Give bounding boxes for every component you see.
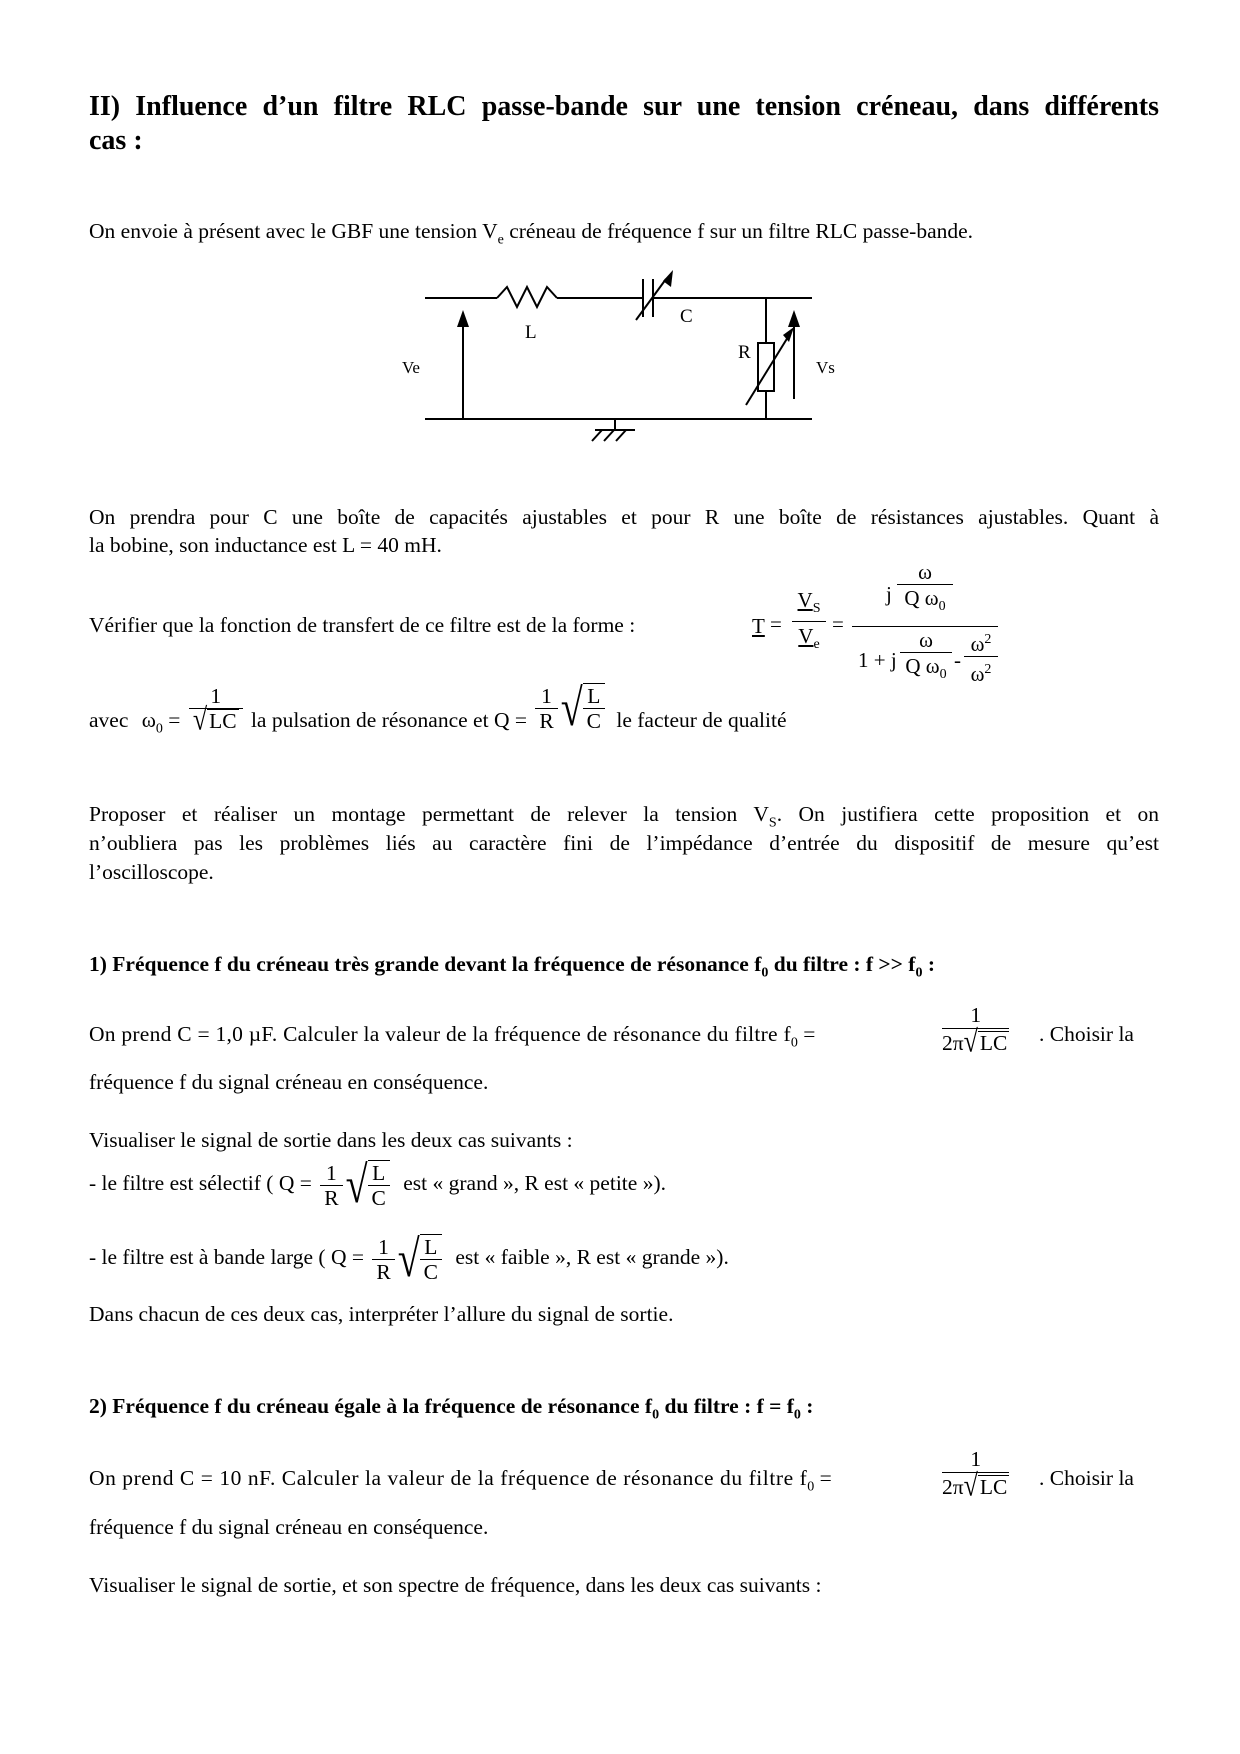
q-sqrt: [560, 678, 605, 737]
boxes-text-2: la bobine, son inductance est L = 40 mH.: [89, 533, 442, 557]
s1-prend-sub: 0: [790, 1035, 798, 1051]
tf-vs-sub: S: [812, 601, 821, 617]
s1-title-c: :: [922, 952, 936, 976]
s1-large: [89, 1229, 729, 1288]
s2-f0-fraction: [942, 1446, 1009, 1501]
ground-hatch-3: [616, 430, 626, 441]
s1-title-sub: 0: [761, 965, 769, 981]
s2-f0-den: [942, 1468, 1009, 1503]
tf-den-sub0: 0: [939, 667, 947, 683]
s1-large-frac: [372, 1235, 394, 1284]
s2-f0-rad: √: [963, 1468, 978, 1503]
resistor-symbol: [758, 343, 774, 391]
tf-den-w02: ω: [970, 662, 985, 686]
s2-line2: [89, 1513, 1159, 1541]
s1-f0-rad: √: [963, 1024, 978, 1059]
s1-selectif: [89, 1155, 666, 1214]
montage-1b: . On justifiera cette proposition et on: [776, 802, 1160, 826]
tf-den-w0: ω: [925, 654, 940, 678]
tf-ratio: [792, 588, 826, 659]
tf-den-q-omega0: [900, 653, 952, 688]
avec-mid: la pulsation de résonance et: [250, 708, 489, 732]
boxes-paragraph-line1: [89, 503, 1159, 531]
resistor-arrow-head: [783, 327, 794, 342]
s1-prend-eq: =: [797, 1022, 816, 1046]
s2-line2-text: fréquence f du signal créneau en conséquence.: [89, 1515, 489, 1539]
s1-large-l: L: [420, 1235, 442, 1260]
s2-prend: [89, 1466, 832, 1495]
s1-large-before: - le filtre est à bande large (: [89, 1244, 326, 1269]
montage-1a: Proposer et réaliser un montage permettant de relever la tension V: [89, 802, 769, 826]
avec-word: avec: [89, 708, 129, 732]
intro-sub: e: [497, 232, 504, 248]
s1-large-num: 1: [372, 1235, 394, 1260]
s2-title-a: 2) Fréquence f du créneau égale à la fréquence de résonance f: [89, 1394, 653, 1418]
ground-hatch-2: [604, 430, 614, 441]
montage-2: n’oubliera pas les problèmes liés au caractère fini de l’impédance d’entrée du dispositif de mesure qu’est: [89, 831, 1159, 855]
s1-line2-text: fréquence f du signal créneau en conséquence.: [89, 1070, 489, 1094]
q-den: R: [539, 708, 554, 733]
q-rad: √: [560, 678, 583, 737]
montage-line2: [89, 829, 1159, 857]
tf-num-frac: [897, 560, 953, 620]
section2-title: [89, 1392, 1159, 1429]
intro-text-b: créneau de fréquence f sur un filtre RLC passe-bande.: [503, 219, 974, 243]
s1-sel-den: R: [324, 1185, 339, 1210]
s1-f0-num: 1: [942, 1002, 1009, 1029]
s2-visualiser-text: Visualiser le signal de sortie, et son spectre de fréquence, dans les deux cas suivants :: [89, 1573, 822, 1597]
tf-den-frac2: [964, 628, 998, 687]
avec-omega: ω: [141, 708, 156, 732]
label-L: L: [525, 322, 537, 343]
omega0-fraction: [189, 683, 243, 737]
q-fraction: [535, 684, 557, 733]
s2-choisir: . Choisir la: [1039, 1466, 1134, 1490]
label-Ve: Ve: [402, 358, 420, 377]
tf-vs: [792, 588, 826, 622]
tf-den-omega02: [964, 657, 998, 687]
tf-den-frac1: [900, 628, 952, 688]
section-heading: [89, 90, 1159, 124]
section1-title: [89, 950, 1159, 987]
s1-title-b: du filtre : f >> f: [768, 952, 916, 976]
s1-large-q: Q =: [330, 1244, 364, 1269]
intro-text-a: On envoie à présent avec le GBF une tension V: [89, 219, 498, 243]
s1-visualiser-text: Visualiser le signal de sortie dans les deux cas suivants :: [89, 1128, 573, 1152]
s1-sel-sqrt: [345, 1155, 390, 1214]
s1-large-sqrt: [397, 1229, 442, 1288]
tf-den-q: Q: [905, 654, 921, 678]
ve-arrow-head: [457, 310, 469, 327]
tf-den-sup2: 2: [984, 662, 992, 677]
boxes-paragraph-line2: [89, 531, 1159, 559]
tf-main-bar: [852, 626, 998, 627]
s1-sel-sqrt-frac: [368, 1160, 390, 1210]
s1-large-den: R: [376, 1259, 391, 1284]
tf-eq1: =: [770, 612, 782, 636]
ground-hatch-1: [592, 430, 602, 441]
q-sqrt-num: L: [583, 684, 605, 709]
s2-title-c: :: [800, 1394, 814, 1418]
s1-f0-lc: LC: [979, 1031, 1008, 1055]
s2-visualiser: [89, 1571, 1159, 1599]
avec-q: Q: [493, 708, 510, 732]
tf-num-sub0: 0: [938, 599, 946, 615]
capacitor-variable-arrow: [636, 279, 666, 320]
tf-T: T: [752, 614, 765, 638]
omega0-den: [189, 701, 243, 737]
tf-eq2: =: [832, 612, 844, 636]
section-heading-cont: [89, 124, 1159, 158]
s1-f0-2pi: 2π: [942, 1031, 964, 1055]
q-num: 1: [535, 684, 557, 709]
s1-sel-frac: [320, 1161, 342, 1210]
tf-num-w0: ω: [924, 586, 939, 610]
avec-line: avec $\omega_0$ = $\frac{1}{√LC}$ la pulsation de résonance et Q = $\frac{1}{R}$ √ $\frac{L}{C}$ le facteur de qualité: [89, 678, 787, 737]
s1-title-sub2: 0: [915, 965, 923, 981]
montage-3: l’oscilloscope.: [89, 860, 214, 884]
tf-den-omega2: [964, 628, 998, 657]
avec-end: le facteur de qualité: [616, 708, 787, 732]
omega0-rad: √: [192, 701, 208, 737]
q-sqrt-frac: [583, 683, 605, 733]
s2-f0-num: 1: [942, 1446, 1009, 1473]
s1-large-sqrt-frac: [420, 1234, 442, 1284]
s1-large-rad: √: [397, 1229, 420, 1288]
s2-prend-sub: 0: [807, 1479, 815, 1495]
tf-num-q: Q: [904, 586, 920, 610]
s1-sel-num: 1: [320, 1161, 342, 1186]
s1-conclusion-text: Dans chacun de ces deux cas, interpréter l’allure du signal de sortie.: [89, 1302, 674, 1326]
avec-sub0: 0: [155, 721, 163, 737]
tf-ve-v: V: [798, 624, 814, 649]
s1-f0-fraction: [942, 1002, 1009, 1057]
tf-den-sup: 2: [984, 632, 992, 647]
q-sqrt-den: C: [586, 709, 601, 734]
label-Vs: Vs: [816, 358, 835, 377]
tf-ve-sub: e: [813, 637, 820, 653]
s1-visualiser: [89, 1126, 1159, 1154]
label-R: R: [738, 342, 751, 363]
s1-large-after: est « faible », R est « grande »).: [455, 1244, 729, 1269]
s2-prend-eq: =: [814, 1466, 832, 1490]
tf-ve: [792, 622, 826, 659]
tf-num-omega: ω: [897, 560, 953, 585]
s1-sel-before: - le filtre est sélectif (: [89, 1170, 274, 1195]
label-C: C: [680, 306, 693, 327]
s2-f0-lc: LC: [979, 1475, 1008, 1499]
s2-title-sub: 0: [652, 1407, 660, 1423]
s1-line2: [89, 1068, 1159, 1096]
omega0-num: 1: [189, 684, 243, 709]
tf-num-j: j: [886, 582, 892, 606]
vs-arrow-head: [788, 310, 800, 327]
s1-sel-rad: √: [345, 1155, 368, 1214]
s1-conclusion: [89, 1300, 1159, 1328]
s1-large-c: C: [423, 1260, 439, 1284]
s2-title-sub2: 0: [793, 1407, 801, 1423]
s1-sel-q: Q =: [278, 1170, 312, 1195]
s1-f0-den: [942, 1024, 1009, 1059]
rlc-circuit-diagram: [380, 265, 860, 450]
inductor-symbol: [497, 287, 557, 307]
montage-1sub: S: [768, 815, 777, 831]
s2-title-b: du filtre : f = f: [659, 1394, 794, 1418]
tf-den-minus: -: [954, 648, 961, 672]
heading-line-1: II) Influence d’un filtre RLC passe-bande sur une tension créneau, dans différents: [89, 91, 1159, 122]
montage-line3: [89, 858, 1159, 886]
s1-prend: [89, 1022, 815, 1051]
heading-line-2: cas :: [89, 125, 143, 156]
tf-den-w: ω: [970, 632, 985, 656]
s2-f0-2pi: 2π: [942, 1475, 964, 1499]
s1-sel-c: C: [371, 1186, 386, 1210]
s2-prend-text: On prend C = 10 nF. Calculer la valeur de la fréquence de résonance du filtre f: [89, 1466, 808, 1490]
s1-sel-l: L: [368, 1161, 390, 1186]
tf-den-omega: ω: [900, 628, 952, 653]
s1-choisir: . Choisir la: [1039, 1022, 1134, 1046]
tf-vs-v: V: [797, 588, 813, 612]
s1-sel-after: est « grand », R est « petite »).: [403, 1170, 666, 1195]
boxes-text-1: On prendra pour C une boîte de capacités ajustables et pour R une boîte de résistances ajustables. Quant à: [89, 505, 1159, 529]
s1-prend-text: On prend C = 1,0 µF. Calculer la valeur de la fréquence de résonance du filtre f: [89, 1022, 791, 1046]
intro-paragraph: [89, 217, 1159, 254]
omega0-lc: LC: [209, 708, 237, 733]
capacitor-arrow-head: [663, 270, 673, 287]
tf-num-q-omega0: [897, 585, 953, 620]
s1-title-a: 1) Fréquence f du créneau très grande devant la fréquence de résonance f: [89, 952, 762, 976]
transfer-text: Vérifier que la fonction de transfert de ce filtre est de la forme :: [89, 613, 636, 637]
tf-den-1j: 1 + j: [858, 648, 897, 672]
